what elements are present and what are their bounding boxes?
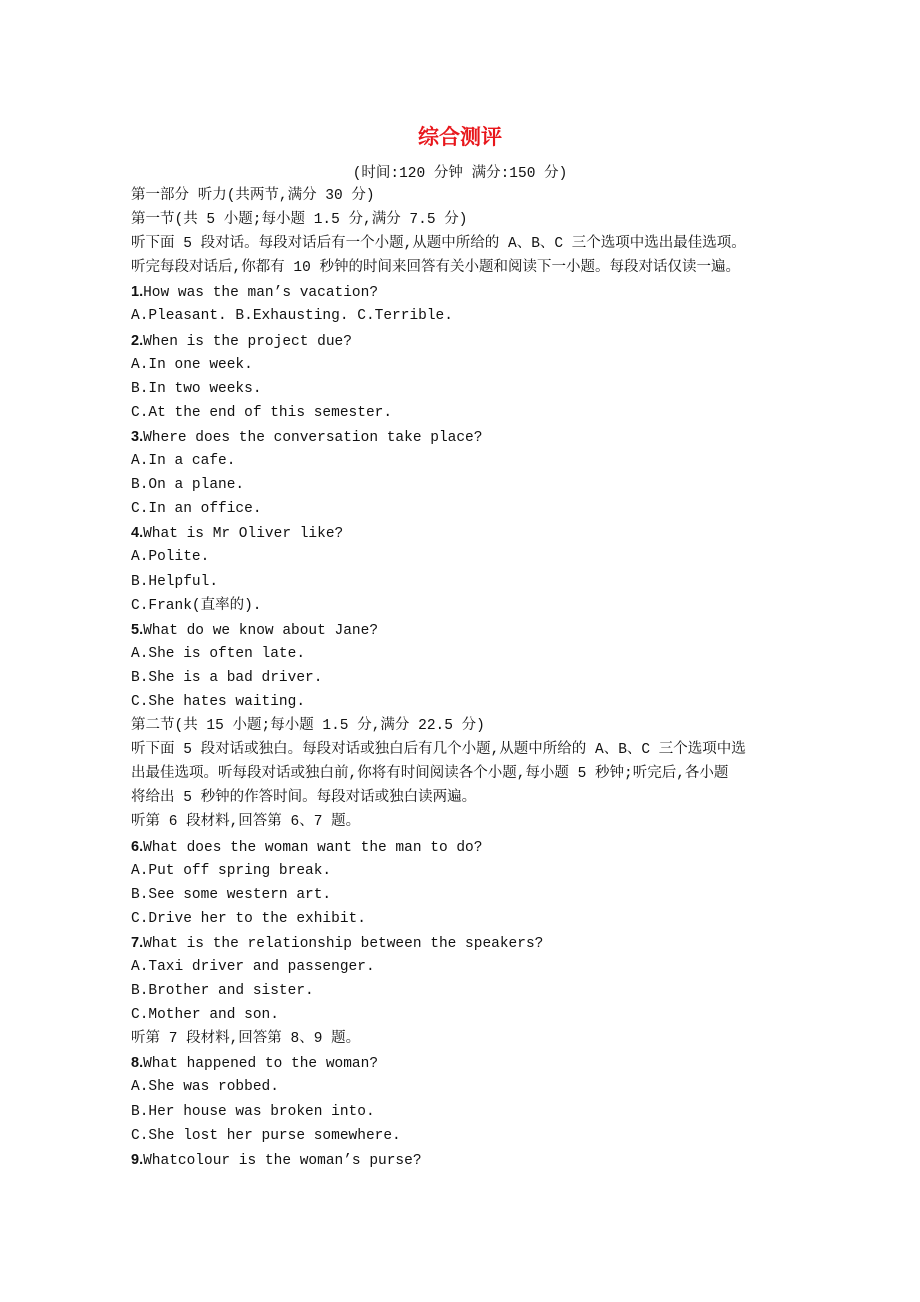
text-line: [131, 979, 811, 1003]
line-text: What do we know about Jane?: [143, 622, 379, 639]
question-number: 5.: [131, 621, 144, 638]
line-text: Where does the conversation take place?: [143, 429, 483, 446]
exam-info: (时间:120 分钟 满分:150 分): [352, 166, 568, 182]
text-line: [131, 497, 811, 521]
text-line: [131, 883, 811, 907]
question-line: [131, 618, 811, 642]
line-text: C.Drive her to the exhibit.: [131, 910, 366, 927]
question-number: 3.: [131, 428, 144, 445]
text-line: [131, 666, 811, 690]
line-text: B.Brother and sister.: [131, 983, 314, 1000]
question-number: 9.: [131, 1151, 144, 1168]
line-text: B.In two weeks.: [131, 380, 262, 397]
line-text: A.In a cafe.: [131, 453, 236, 470]
line-text: C.Mother and son.: [131, 1007, 279, 1024]
line-text: 听下面 5 段对话或独白。每段对话或独白后有几个小题,从题中所给的 A、B、C 三个选项中选: [131, 742, 746, 759]
line-text: A.She was robbed.: [131, 1079, 279, 1096]
line-text: 听第 6 段材料,回答第 6、7 题。: [131, 814, 361, 831]
text-line: [131, 184, 811, 208]
line-text: A.Put off spring break.: [131, 862, 332, 879]
question-number: 4.: [131, 525, 144, 542]
line-text: What is Mr Oliver like?: [143, 526, 344, 543]
line-text: B.Helpful.: [131, 573, 219, 590]
question-line: [131, 931, 811, 955]
text-line: [131, 1124, 811, 1148]
line-text: C.She hates waiting.: [131, 693, 306, 710]
text-line: [131, 1075, 811, 1099]
question-number: 1.: [131, 284, 144, 301]
text-line: [131, 955, 811, 979]
line-text: What is the relationship between the speakers?: [143, 935, 544, 952]
line-text: C.She lost her purse somewhere.: [131, 1127, 401, 1144]
text-line: [131, 570, 811, 594]
question-line: [131, 835, 811, 859]
line-text: C.At the end of this semester.: [131, 404, 393, 421]
text-line: [131, 377, 811, 401]
question-line: [131, 280, 811, 304]
line-text: How was the man’s vacation?: [143, 285, 379, 302]
question-number: 2.: [131, 332, 144, 349]
line-text: 听完每段对话后,你都有 10 秒钟的时间来回答有关小题和阅读下一小题。每段对话仅读一遍。: [131, 260, 741, 277]
line-text: 第一部分 听力(共两节,满分 30 分): [131, 188, 375, 204]
line-text: B.She is a bad driver.: [131, 669, 323, 686]
document-title: 综合测评: [418, 125, 502, 149]
line-text: B.Her house was broken into.: [131, 1103, 375, 1120]
line-text: B.On a plane.: [131, 477, 245, 494]
text-line: [131, 401, 811, 425]
line-text: When is the project due?: [143, 333, 352, 350]
question-number: 7.: [131, 934, 144, 951]
question-line: [131, 425, 811, 449]
line-text: A.Polite.: [131, 549, 210, 566]
line-text: 第二节(共 15 小题;每小题 1.5 分,满分 22.5 分): [131, 718, 485, 735]
line-text: Whatcolour is the woman’s purse?: [143, 1152, 422, 1169]
text-line: [131, 1100, 811, 1124]
line-text: What happened to the woman?: [143, 1056, 379, 1073]
question-line: [131, 329, 811, 353]
text-line: [131, 545, 811, 569]
text-line: [131, 690, 811, 714]
line-text: B.See some western art.: [131, 886, 332, 903]
text-line: [131, 594, 811, 618]
text-line: [131, 907, 811, 931]
line-text: What does the woman want the man to do?: [143, 839, 483, 856]
question-line: [131, 521, 811, 545]
text-line: [131, 714, 811, 738]
text-line: [131, 762, 811, 786]
line-text: A.She is often late.: [131, 645, 306, 662]
line-text: A.Taxi driver and passenger.: [131, 959, 375, 975]
text-line: [131, 353, 811, 377]
text-line: [131, 256, 811, 280]
line-text: A.Pleasant. B.Exhausting. C.Terrible.: [131, 308, 453, 325]
question-number: 8.: [131, 1055, 144, 1072]
line-text: 第一节(共 5 小题;每小题 1.5 分,满分 7.5 分): [131, 212, 468, 229]
line-text: A.In one week.: [131, 356, 253, 373]
line-text: 听下面 5 段对话。每段对话后有一个小题,从题中所给的 A、B、C 三个选项中选出最佳选项。: [131, 236, 746, 253]
text-line: [131, 786, 811, 810]
text-line: [131, 232, 811, 256]
line-text: 听第 7 段材料,回答第 8、9 题。: [131, 1031, 361, 1048]
text-line: [131, 449, 811, 473]
text-line: [131, 208, 811, 232]
text-line: [131, 810, 811, 834]
text-line: [131, 473, 811, 497]
line-text: 出最佳选项。听每段对话或独白前,你将有时间阅读各个小题,每小题 5 秒钟;听完后,各小题: [131, 766, 729, 783]
text-line: [131, 859, 811, 883]
line-text: C.Frank(直率的).: [131, 597, 262, 614]
text-line: [131, 304, 811, 328]
text-line: [131, 1003, 811, 1027]
question-line: [131, 1148, 811, 1172]
line-text: C.In an office.: [131, 501, 262, 518]
question-line: [131, 1051, 811, 1075]
text-line: [131, 642, 811, 666]
text-line: [131, 738, 811, 762]
text-line: [131, 1027, 811, 1051]
document-body: [131, 184, 811, 1172]
line-text: 将给出 5 秒钟的作答时间。每段对话或独白读两遍。: [131, 790, 477, 807]
question-number: 6.: [131, 838, 144, 855]
